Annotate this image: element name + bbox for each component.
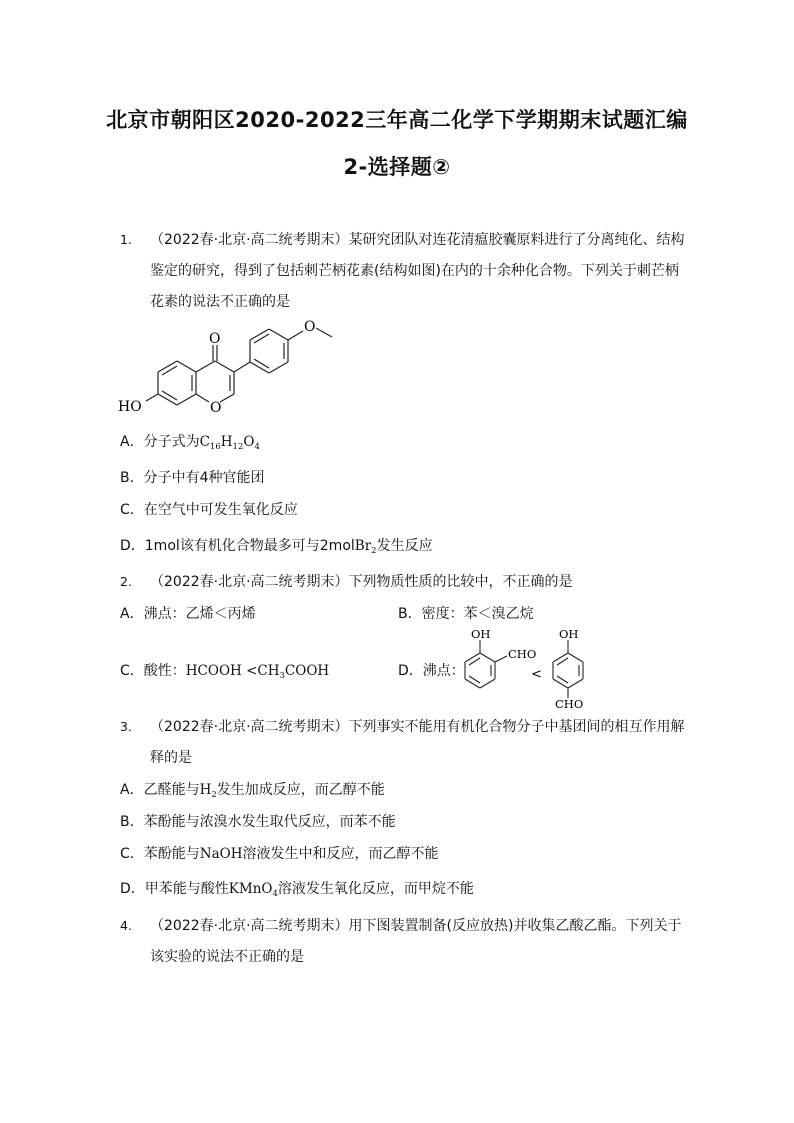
hydroxybenzaldehyde-comparison xyxy=(458,626,598,712)
q2-option-b[interactable]: B．密度：苯＜溴乙烷 xyxy=(398,606,534,622)
methoxy-oxygen-label: O xyxy=(304,319,316,335)
q1-option-d-prefix: D．1mol该有机化合物最多可与2mol xyxy=(120,538,355,554)
q1-stem-line-1: （2022春·北京·高二统考期末）某研究团队对连花清瘟胶囊原料进行了分离纯化、结构 xyxy=(150,232,685,248)
hydroxyl-label: HO xyxy=(118,399,142,415)
q1-bromine: Br xyxy=(354,538,372,554)
q2-methyl-sub: 3 xyxy=(279,671,285,681)
q1-option-a-prefix: A．分子式为 xyxy=(120,434,200,450)
q4-number: 4. xyxy=(120,918,132,933)
ortho-aldehyde-label: CHO xyxy=(508,647,537,661)
q3-option-c[interactable] xyxy=(120,843,438,863)
para-aldehyde-label: CHO xyxy=(555,697,584,711)
q3-stem-line-2: 释的是 xyxy=(150,750,192,766)
q3-hydrogen: H xyxy=(199,782,212,798)
q3-option-d-prefix: D．甲苯能与酸性 xyxy=(120,881,229,897)
q1-bromine-sub: 2 xyxy=(371,546,377,556)
carbonyl-oxygen-label: O xyxy=(209,331,221,347)
q1-formula-c: C xyxy=(199,434,210,450)
q2-stem-line-1: （2022春·北京·高二统考期末）下列物质性质的比较中，不正确的是 xyxy=(150,574,573,590)
q2-formic-acid: HCOOH <CH xyxy=(185,663,280,679)
q2-option-a[interactable]: A．沸点：乙烯＜丙烯 xyxy=(120,606,256,622)
q4-stem-line-2: 该实验的说法不正确的是 xyxy=(150,949,304,965)
q3-permanganate: KMnO xyxy=(228,881,273,897)
q3-naoh: NaOH xyxy=(199,846,243,862)
doc-title-line-2: 2-选择题② xyxy=(343,155,451,179)
q2-option-c-prefix: C．酸性： xyxy=(120,663,186,679)
q3-stem-line-1: （2022春·北京·高二统考期末）下列事实不能用有机化合物分子中基团间的相互作用解 xyxy=(150,719,685,735)
q2-option-d-prefix: D．沸点： xyxy=(398,663,465,679)
q1-stem-line-3: 花素的说法不正确的是 xyxy=(150,294,290,310)
q3-number: 3. xyxy=(120,719,132,734)
q3-option-a-prefix: A．乙醛能与 xyxy=(120,782,200,798)
q1-number: 1. xyxy=(120,232,132,247)
q3-option-c-prefix: C．苯酚能与 xyxy=(120,846,200,862)
q1-formula-h: H xyxy=(220,434,233,450)
q3-hydrogen-sub: 2 xyxy=(211,790,217,800)
ring-oxygen-label: O xyxy=(210,400,222,416)
ortho-hydroxyl-label: OH xyxy=(471,627,491,641)
less-than-sign: < xyxy=(531,667,542,682)
q3-permanganate-sub: 4 xyxy=(272,889,278,899)
q3-option-d[interactable] xyxy=(120,878,474,899)
q3-option-d-suffix: 溶液发生氧化反应，而甲烷不能 xyxy=(277,881,474,897)
q4-stem-line-1: （2022春·北京·高二统考期末）用下图装置制备(反应放热)并收集乙酸乙酯。下列关于 xyxy=(150,918,682,934)
q1-formula-o: O xyxy=(243,434,255,450)
q1-option-c[interactable]: C．在空气中可发生氧化反应 xyxy=(120,502,298,518)
q3-option-a-suffix: 发生加成反应，而乙醇不能 xyxy=(216,782,385,798)
q1-option-b[interactable]: B．分子中有4种官能团 xyxy=(120,470,265,486)
q2-acetic-tail: COOH xyxy=(284,663,330,679)
q3-option-a[interactable] xyxy=(120,779,385,800)
q3-option-c-suffix: 溶液发生中和反应，而乙醇不能 xyxy=(242,846,439,862)
q1-option-a[interactable] xyxy=(120,431,260,452)
q2-number: 2. xyxy=(120,574,132,589)
para-hydroxyl-label: OH xyxy=(559,627,579,641)
q1-formula-o-sub: 4 xyxy=(254,442,260,452)
q3-option-b[interactable]: B．苯酚能与浓溴水发生取代反应，而苯不能 xyxy=(120,814,396,830)
formononetin-structure xyxy=(110,312,350,418)
q1-formula-c-sub: 16 xyxy=(209,442,221,452)
q1-option-d-suffix: 发生反应 xyxy=(376,538,433,554)
q1-stem-line-2: 鉴定的研究，得到了包括刺芒柄花素(结构如图)在内的十余种化合物。下列关于刺芒柄 xyxy=(150,263,679,279)
q2-option-d[interactable] xyxy=(398,660,465,680)
q2-option-c[interactable] xyxy=(120,660,329,681)
q1-option-d[interactable] xyxy=(120,535,433,556)
doc-title-line-1: 北京市朝阳区2020-2022三年高二化学下学期期末试题汇编 xyxy=(106,108,688,132)
q1-formula-h-sub: 12 xyxy=(232,442,244,452)
